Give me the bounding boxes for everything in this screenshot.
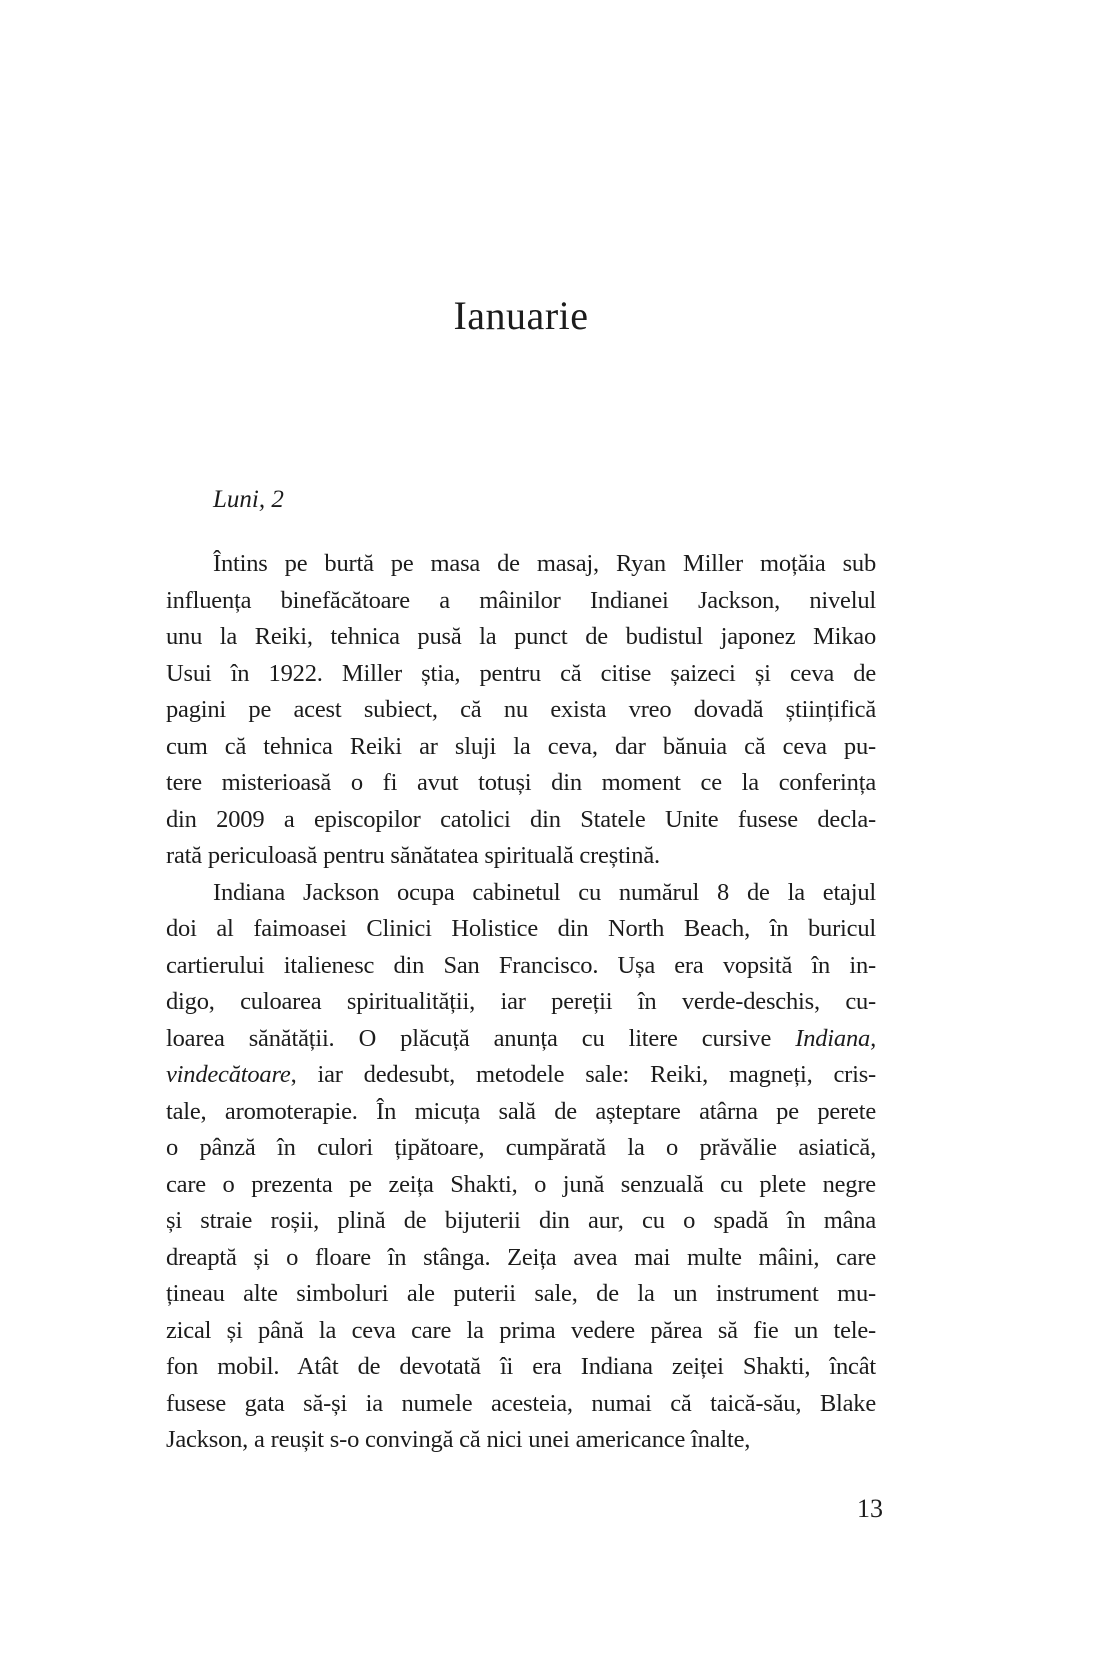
text-line: fusese gata să-și ia numele acesteia, numai că taică-său, Blake (166, 1389, 876, 1417)
text-line: dreaptă și o floare în stânga. Zeița avea mai multe mâini, care (166, 1243, 876, 1271)
text-line: influența binefăcătoare a mâinilor Indianei Jackson, nivelul (166, 586, 876, 614)
text-line: unu la Reiki, tehnica pusă la punct de budistul japonez Mikao (166, 623, 876, 650)
text-line: rată periculoasă pentru sănătatea spirituală creștină. (166, 842, 660, 869)
text-line: Indiana Jackson ocupa cabinetul cu numărul 8 de la etajul (213, 878, 876, 906)
text-line: loarea sănătății. O plăcuță anunța cu litere cursive Indiana, (166, 1024, 876, 1052)
text-line: doi al faimoasei Clinici Holistice din North Beach, în buricul (166, 915, 876, 942)
text-line: pagini pe acest subiect, că nu exista vreo dovadă științifică (166, 696, 876, 723)
text-line: tere misterioasă o fi avut totuși din moment ce la conferința (166, 769, 876, 796)
paragraph (166, 875, 876, 1459)
text-line: cartierului italienesc din San Francisco. Ușa era vopsită în in- (166, 951, 876, 979)
text-line: digo, culoarea spiritualității, iar pereții în verde-deschis, cu- (166, 988, 876, 1015)
text-line: din 2009 a episcopilor catolici din Statele Unite fusese decla- (166, 805, 876, 833)
text-line: o pânză în culori țipătoare, cumpărată la o prăvălie asiatică, (166, 1134, 876, 1161)
body-text (166, 546, 876, 1459)
text-line: Întins pe burtă pe masa de masaj, Ryan Miller moțăia sub (213, 550, 876, 577)
text-line: fon mobil. Atât de devotată îi era Indiana zeiței Shakti, încât (166, 1353, 876, 1380)
text-line: Usui în 1922. Miller știa, pentru că citise șaizeci și ceva de (166, 659, 876, 687)
text-line: tale, aromoterapie. În micuța sală de așteptare atârna pe perete (166, 1097, 876, 1125)
text-line: țineau alte simboluri ale puterii sale, de la un instrument mu- (166, 1280, 876, 1307)
date-heading: Luni, 2 (213, 486, 284, 513)
text-line: și straie roșii, plină de bijuterii din aur, cu o spadă în mâna (166, 1207, 876, 1234)
text-line: cum că tehnica Reiki ar sluji la ceva, dar bănuia că ceva pu- (166, 732, 876, 760)
text-line: care o prezenta pe zeița Shakti, o jună senzuală cu plete negre (166, 1170, 876, 1198)
text-line: vindecătoare, iar dedesubt, metodele sale: Reiki, magneți, cris- (166, 1061, 876, 1088)
text-line: Jackson, a reușit s-o convingă că nici unei americance înalte, (166, 1426, 751, 1453)
paragraph (166, 546, 876, 875)
chapter-title: Ianuarie (453, 293, 589, 338)
page-number: 13 (857, 1494, 883, 1523)
text-line: zical și până la ceva care la prima vedere părea să fie un tele- (166, 1316, 876, 1344)
